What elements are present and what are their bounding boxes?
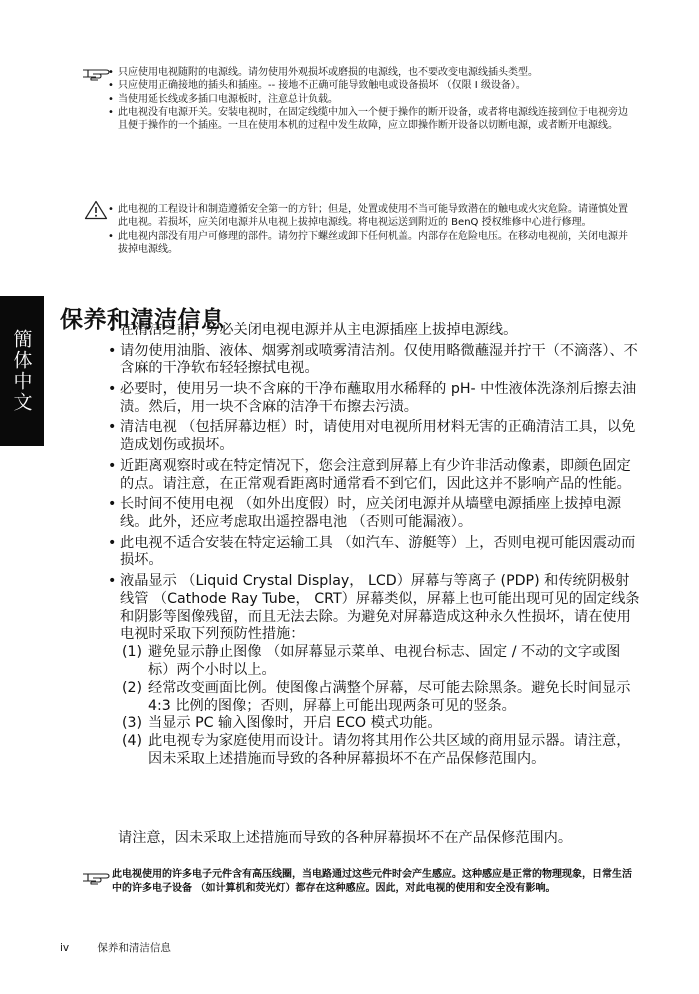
list-item bbox=[108, 573, 640, 769]
warning-triangle-icon bbox=[84, 200, 108, 220]
page-number: iv bbox=[60, 942, 70, 954]
sub-item-number: (1) bbox=[122, 644, 143, 661]
sub-item-text: 此电视专为家庭使用而设计。请勿将其用作公共区域的商用显示器。请注意，因未采取上述措施而导致的各种屏幕损坏不在产品保修范围内。 bbox=[148, 733, 631, 767]
list-item: • 请勿使用油脂、液体、烟雾剂或喷雾清洁剂。仅使用略微蘸湿并拧干（不滴落）、不含麻的干净软布轻轻擦拭电视。 bbox=[108, 343, 640, 379]
sub-item-text: 经常改变画面比例。使图像占满整个屏幕，尽可能去除黑条。避免长时间显示 4:3 比例的图像；否则，屏幕上可能出现两条可见的竖条。 bbox=[148, 679, 631, 714]
list-item-text: • 液晶显示 （Liquid Crystal Display， LCD）屏幕与等离子 (PDP) 和传统阴极射线管 （Cathode Ray Tube， CRT）屏幕类似，屏幕上也可能出现可见的固定线条和阴影等图像残留，而且无法去除。为避免对屏幕造成这种永久性损坏，请在使用电视时采取下列预防性措施： bbox=[120, 572, 640, 643]
note-hand-icon bbox=[82, 64, 110, 84]
list-item: • 必要时，使用另一块不含麻的干净布蘸取用水稀释的 pH- 中性液体洗涤剂后擦去油渍。然后，用一块不含麻的洁净干布擦去污渍。 bbox=[108, 381, 640, 417]
closing-paragraph: 请注意，因未采取上述措施而导致的各种屏幕损坏不在产品保修范围内。 bbox=[118, 830, 573, 846]
sub-item-number: (4) bbox=[122, 733, 143, 750]
sub-item-number: (2) bbox=[122, 679, 143, 696]
sub-item-text: 当显示 PC 输入图像时，开启 ECO 模式功能。 bbox=[148, 715, 442, 732]
list-item: • 此电视没有电源开关。安装电视时，在固定线缆中加入一个便于操作的断开设备，或者将电源线连接到位于电视旁边且便于操作的一个插座。一旦在使用本机的过程中发生故障，应立即操作断开设备以切断电源，或者断开电源线。 bbox=[108, 106, 628, 133]
list-item: • 长时间不使用电视 （如外出度假）时，应关闭电源并从墙壁电源插座上拔掉电源线。此外，还应考虑取出遥控器电池 （否则可能漏液）。 bbox=[108, 496, 640, 532]
sub-list-item bbox=[122, 715, 640, 733]
list-item: • 只应使用电视随附的电源线。请勿使用外观损坏或磨损的电源线，也不要改变电源线插头类型。 bbox=[108, 66, 628, 79]
list-item: • 清洁电视 （包括屏幕边框）时，请使用对电视所用材料无害的正确清洁工具，以免造成划伤或损坏。 bbox=[108, 419, 640, 455]
language-side-tab bbox=[0, 296, 44, 446]
safety-warning-notes bbox=[108, 203, 628, 256]
list-item: • 近距离观察时或在特定情况下，您会注意到屏幕上有少许非活动像素，即颜色固定的点。请注意，在正常观看距离时通常看不到它们，因此这并不影响产品的性能。 bbox=[108, 458, 640, 494]
sub-item-text: 避免显示静止图像 （如屏幕显示菜单、电视台标志、固定 / 不动的文字或图标）两个小时以上。 bbox=[148, 644, 621, 678]
list-item: • 此电视不适合安装在特定运输工具 （如汽车、游艇等）上，否则电视可能因震动而损坏。 bbox=[108, 535, 640, 571]
list-item: • 当使用延长线或多插口电源板时，注意总计负载。 bbox=[108, 93, 628, 106]
induction-note: 此电视使用的许多电子元件含有高压线圈，当电路通过这些元件时会产生感应。这种感应是正常的物理现象，日常生活中的许多电子设备 （如计算机和荧光灯）都存在这种感应。因此，对此电视的使用和安全没有影响。 bbox=[112, 869, 632, 894]
sub-list-item bbox=[122, 644, 640, 680]
list-item: • 此电视的工程设计和制造遵循安全第一的方针；但是，处置或使用不当可能导致潜在的触电或火灾危险。请谨慎处置此电视。若损坏，应关闭电源并从电视上拔掉电源线。将电视运送到附近的 BenQ 授权维修中心进行修理。 bbox=[108, 203, 628, 230]
note-hand-icon bbox=[82, 868, 110, 888]
maintenance-list bbox=[108, 322, 640, 772]
sub-item-number: (3) bbox=[122, 715, 143, 732]
sub-list-item bbox=[122, 680, 640, 716]
list-item: • 在清洁之前，务必关闭电视电源并从主电源插座上拔掉电源线。 bbox=[108, 322, 640, 340]
list-item: • 此电视内部没有用户可修理的部件。请勿拧下螺丝或卸下任何机盖。内部存在危险电压。在移动电视前，关闭电源并拔掉电源线。 bbox=[108, 230, 628, 257]
sub-list-item bbox=[122, 733, 640, 769]
footer-section-title: 保养和清洁信息 bbox=[97, 942, 171, 954]
precaution-sublist bbox=[122, 644, 640, 769]
list-item: • 只应使用正确接地的插头和插座。-- 接地不正确可能导致触电或设备损坏 （仅限 I 级设备）。 bbox=[108, 79, 628, 92]
page-footer bbox=[60, 940, 171, 955]
section-title: 保养和清洁信息 bbox=[60, 307, 225, 334]
power-cord-notes bbox=[108, 66, 628, 132]
language-tab-label: 簡体中文 bbox=[10, 329, 33, 413]
